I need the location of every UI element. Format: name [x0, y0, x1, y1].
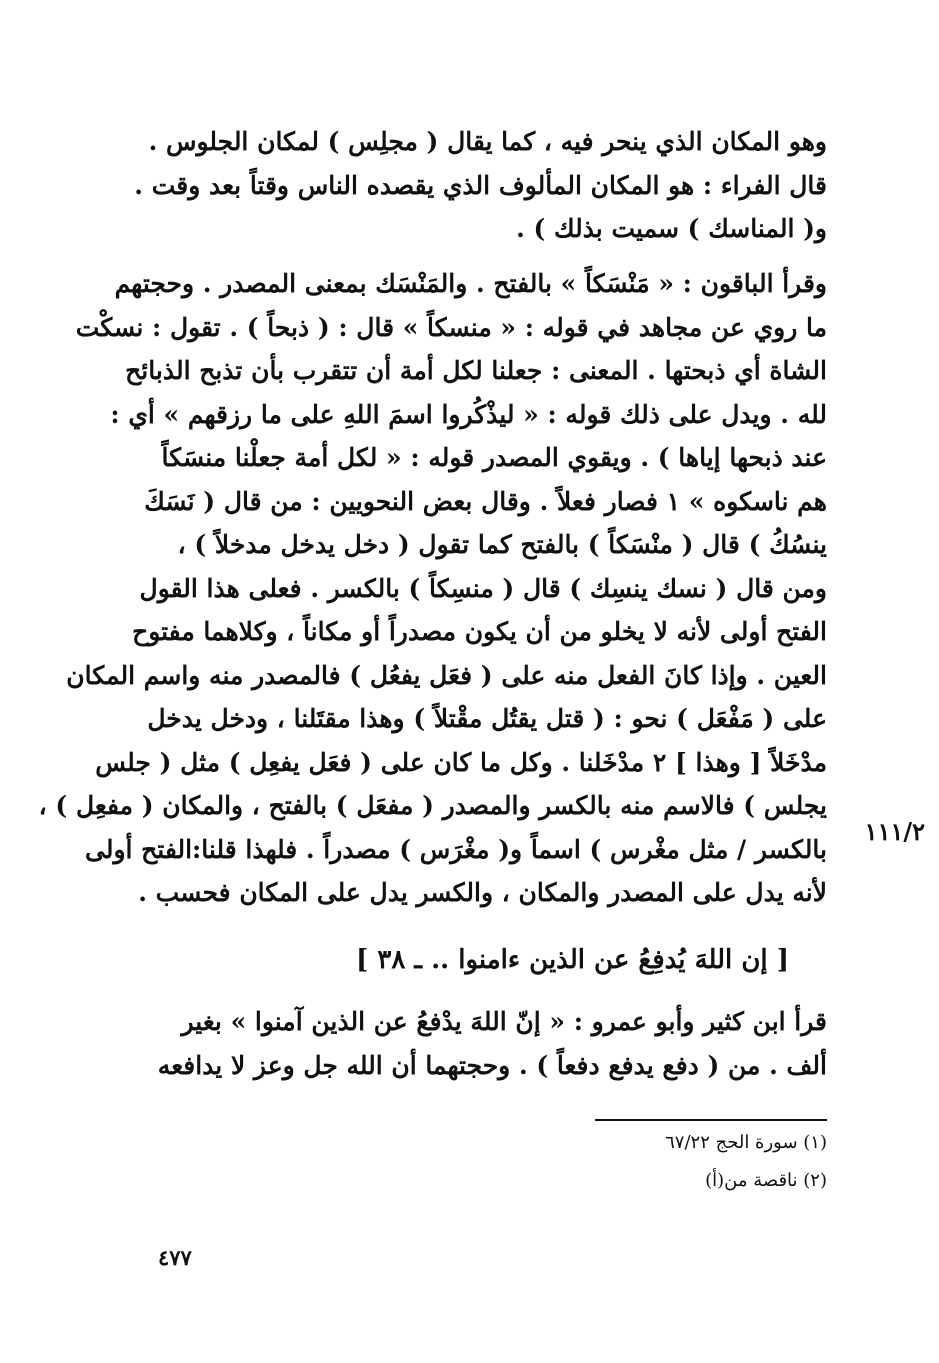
footnote: (٢) ناقصة من(أ) — [705, 1170, 827, 1191]
margin-folio-reference: ١١١/٢ — [864, 817, 925, 846]
text-line: الشاة أي ذبحتها . المعنى : جعلنا لكل أمة أن تتقرب بأن تذبح الذبائح — [125, 356, 827, 385]
text-line: الفتح أولى لأنه لا يخلو من أن يكون مصدراً أو مكاناً ، وكلاهما مفتوح — [132, 617, 827, 646]
page-number: ٤٧٧ — [158, 1245, 192, 1270]
text-line: وهو المكان الذي ينحر فيه ، كما يقال ( مجلِس ) لمكان الجلوس . — [148, 127, 827, 156]
footnote-divider — [595, 1119, 827, 1121]
verse-paragraph — [159, 1000, 827, 1087]
intro-paragraph — [134, 120, 827, 251]
text-line: وقرأ الباقون : « مَنْسَكاً » بالفتح . والمَنْسَك بمعنى المصدر . وحجتهم — [114, 269, 827, 298]
footnote: (١) سورة الحج ٦٧/٢٢ — [665, 1132, 827, 1153]
text-line: لله . ويدل على ذلك قوله : « ليذْكُروا اسمَ اللهِ على ما رزقهم » أي : — [110, 399, 827, 429]
verse-heading: [ إن اللهَ يُدفِعُ عن الذين ءامنوا .. ـ ٣٨ ] — [356, 945, 789, 975]
text-line: العين . وإذا كانَ الفعل منه على ( فعَل يفعُل ) فالمصدر منه واسم المكان — [66, 660, 827, 690]
text-line: ألف . من ( دفع يدفع دفعاً ) . وحجتهما أن الله جل وعز لا يدافعه — [157, 1050, 827, 1080]
text-line: على ( مَفْعَل ) نحو : ( قتل يقتُل مقْتلاً ) وهذا مقتَلنا ، ودخل يدخل — [147, 704, 827, 733]
text-line: قرأ ابن كثير وأبو عمرو : « إنّ اللهَ يدْفعُ عن الذين آمنوا » بغير — [181, 1007, 827, 1036]
text-line: و( المناسك ) سميت بذلك ) . — [516, 214, 827, 243]
text-line: ومن قال ( نسك ينسِك ) قال ( منسِكاً ) بالكسر . فعلى هذا القول — [139, 573, 827, 603]
text-line: مدْخَلاً [ وهذا ] ٢ مدْخَلنا . وكل ما كان على ( فعَل يفعِل ) مثل ( جلس — [95, 747, 827, 777]
text-line: عند ذبحها إياها ) . ويقوي المصدر قوله : « لكل أمة جعلْنا منسَكاً — [161, 443, 827, 472]
text-line: يجلس ) فالاسم منه بالكسر والمصدر ( مفعَل ) بالفتح ، والمكان ( مفعِل ) ، — [38, 791, 827, 820]
text-line: ينسُكُ ) قال ( منْسَكاً ) بالفتح كما تقول ( دخل يدخل مدخلاً ) ، — [177, 530, 827, 559]
main-paragraph — [38, 262, 827, 915]
text-line: ما روي عن مجاهد في قوله : « منسكاً » قال : ( ذبحاً ) . تقول : نسكْت — [75, 312, 827, 342]
text-line: لأنه يدل على المصدر والمكان ، والكسر يدل على المكان فحسب . — [138, 878, 827, 907]
text-line: قال الفراء : هو المكان المألوف الذي يقصده الناس وقتاً بعد وقت . — [134, 170, 827, 200]
text-line: هم ناسكوه » ١ فصار فعلاً . وقال بعض النحويين : من قال ( نَسَكَ — [144, 486, 827, 516]
text-line: بالكسر / مثل مغْرس ) اسماً و( مغْرَس ) مصدراً . فلهذا قلنا:الفتح أولى — [84, 834, 827, 864]
